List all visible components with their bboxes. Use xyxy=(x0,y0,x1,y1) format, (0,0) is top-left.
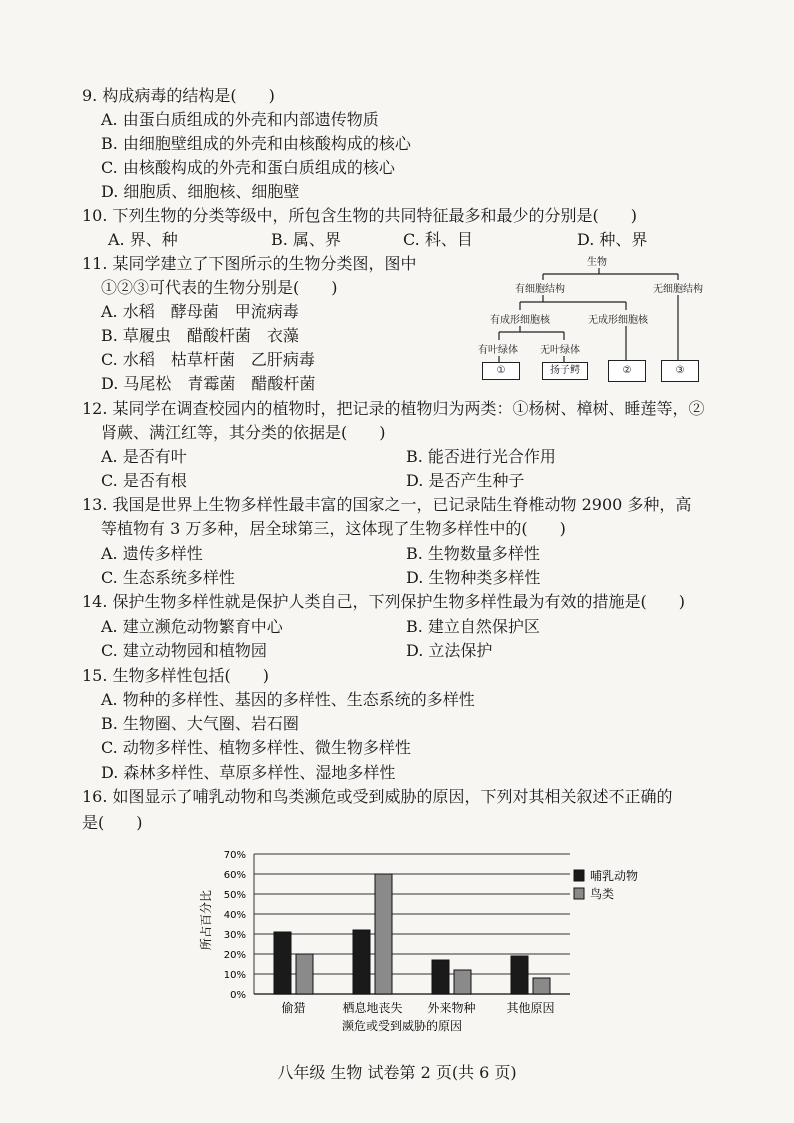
q14-option-b: B. 建立自然保护区 xyxy=(406,617,540,636)
q12-option-c: C. 是否有根 xyxy=(101,471,187,490)
q15-option-c: C. 动物多样性、植物多样性、微生物多样性 xyxy=(101,738,411,757)
y-tick-label: 50% xyxy=(223,890,246,901)
bar-bird xyxy=(533,978,550,994)
bar-chart xyxy=(196,842,676,1042)
page-footer: 八年级 生物 试卷第 2 页(共 6 页) xyxy=(277,1063,517,1082)
tree-box-3: ③ xyxy=(661,360,699,382)
classification-tree xyxy=(470,250,730,390)
bar-mammal xyxy=(511,956,528,994)
y-tick-label: 20% xyxy=(223,950,246,961)
q13-stem: 13. 我国是世界上生物多样性最丰富的国家之一，已记录陆生脊椎动物 2900 多种，高 xyxy=(82,495,692,514)
q13-stem-2: 等植物有 3 万多种，居全球第三，这体现了生物多样性中的( ) xyxy=(101,519,566,538)
bar-mammal xyxy=(432,960,449,994)
q11-stem-2: ①②③可代表的生物分别是( ) xyxy=(101,278,338,297)
legend-label: 哺乳动物 xyxy=(590,869,639,883)
q9-option-d: D. 细胞质、细胞核、细胞壁 xyxy=(101,182,300,201)
q14-stem: 14. 保护生物多样性就是保护人类自己，下列保护生物多样性最为有效的措施是( ) xyxy=(82,592,686,611)
y-tick-label: 0% xyxy=(230,990,246,1001)
bar-mammal xyxy=(274,932,291,994)
y-tick-label: 10% xyxy=(223,970,246,981)
q10-option-a: A. 界、种 xyxy=(108,230,178,249)
q15-stem: 15. 生物多样性包括( ) xyxy=(82,666,270,685)
legend-swatch xyxy=(574,888,584,899)
legend-label: 鸟类 xyxy=(590,887,615,901)
q13-option-d: D. 生物种类多样性 xyxy=(406,568,541,587)
q14-option-a: A. 建立濒危动物繁育中心 xyxy=(101,617,283,636)
x-axis-label: 濒危或受到威胁的原因 xyxy=(341,1019,463,1033)
q12-option-d: D. 是否产生种子 xyxy=(406,471,525,490)
tree-box-2: ② xyxy=(608,360,646,382)
x-tick-label: 偷猎 xyxy=(281,1001,306,1015)
q16-stem: 16. 如图显示了哺乳动物和鸟类濒危或受到威胁的原因，下列对其相关叙述不正确的 xyxy=(82,787,673,806)
q9-option-c: C. 由核酸构成的外壳和蛋白质组成的核心 xyxy=(101,158,395,177)
bar-bird xyxy=(296,954,313,994)
bar-mammal xyxy=(353,930,370,994)
q13-option-c: C. 生态系统多样性 xyxy=(101,568,235,587)
tree-chloroplast: 有叶绿体 xyxy=(478,341,518,356)
q14-option-c: C. 建立动物园和植物园 xyxy=(101,641,267,660)
q11-option-d: D. 马尾松 青霉菌 醋酸杆菌 xyxy=(101,374,316,393)
bar-bird xyxy=(375,874,392,994)
x-tick-label: 外来物种 xyxy=(427,1001,476,1015)
q11-option-c: C. 水稻 枯草杆菌 乙肝病毒 xyxy=(101,350,315,369)
tree-box-alligator: 扬子鳄 xyxy=(542,362,588,380)
q12-stem-2: 肾蕨、满江红等，其分类的依据是( ) xyxy=(101,423,386,442)
tree-no-nucleus: 无成形细胞核 xyxy=(588,311,648,326)
tree-no-cell-structure: 无细胞结构 xyxy=(653,280,703,295)
y-tick-label: 40% xyxy=(223,910,246,921)
q9-option-b: B. 由细胞壁组成的外壳和由核酸构成的核心 xyxy=(101,134,411,153)
legend-swatch xyxy=(574,870,584,881)
q14-option-d: D. 立法保护 xyxy=(406,641,493,660)
q13-option-a: A. 遗传多样性 xyxy=(101,544,203,563)
bar-bird xyxy=(454,970,471,994)
x-tick-label: 其他原因 xyxy=(506,1001,555,1015)
q15-option-a: A. 物种的多样性、基因的多样性、生态系统的多样性 xyxy=(101,690,475,709)
tree-root: 生物 xyxy=(587,253,607,268)
q9-stem: 9. 构成病毒的结构是( ) xyxy=(82,86,275,105)
tree-box-1: ① xyxy=(482,362,520,380)
q10-option-b: B. 属、界 xyxy=(271,230,341,249)
q12-stem: 12. 某同学在调查校园内的植物时，把记录的植物归为两类：①杨树、樟树、睡莲等，② xyxy=(82,399,705,418)
tree-no-chloroplast: 无叶绿体 xyxy=(540,341,580,356)
x-tick-label: 栖息地丧失 xyxy=(342,1001,403,1015)
q10-stem: 10. 下列生物的分类等级中，所包含生物的共同特征最多和最少的分别是( ) xyxy=(82,206,638,225)
q10-option-d: D. 种、界 xyxy=(577,230,648,249)
q13-option-b: B. 生物数量多样性 xyxy=(406,544,540,563)
y-tick-label: 70% xyxy=(223,850,246,861)
q11-stem: 11. 某同学建立了下图所示的生物分类图，图中 xyxy=(82,254,417,273)
q9-option-a: A. 由蛋白质组成的外壳和内部遗传物质 xyxy=(101,110,379,129)
q15-option-d: D. 森林多样性、草原多样性、湿地多样性 xyxy=(101,763,396,782)
q12-option-b: B. 能否进行光合作用 xyxy=(406,447,556,466)
q12-option-a: A. 是否有叶 xyxy=(101,447,187,466)
q11-option-b: B. 草履虫 醋酸杆菌 衣藻 xyxy=(101,326,299,345)
q11-option-a: A. 水稻 酵母菌 甲流病毒 xyxy=(101,302,299,321)
tree-nucleus: 有成形细胞核 xyxy=(490,311,550,326)
tree-cell-structure: 有细胞结构 xyxy=(515,280,565,295)
y-axis-label: 所占百分比 xyxy=(199,889,213,951)
q10-option-c: C. 科、目 xyxy=(403,230,473,249)
q15-option-b: B. 生物圈、大气圈、岩石圈 xyxy=(101,714,299,733)
y-tick-label: 30% xyxy=(223,930,246,941)
q16-stem-2: 是( ) xyxy=(82,813,143,832)
y-tick-label: 60% xyxy=(223,870,246,881)
